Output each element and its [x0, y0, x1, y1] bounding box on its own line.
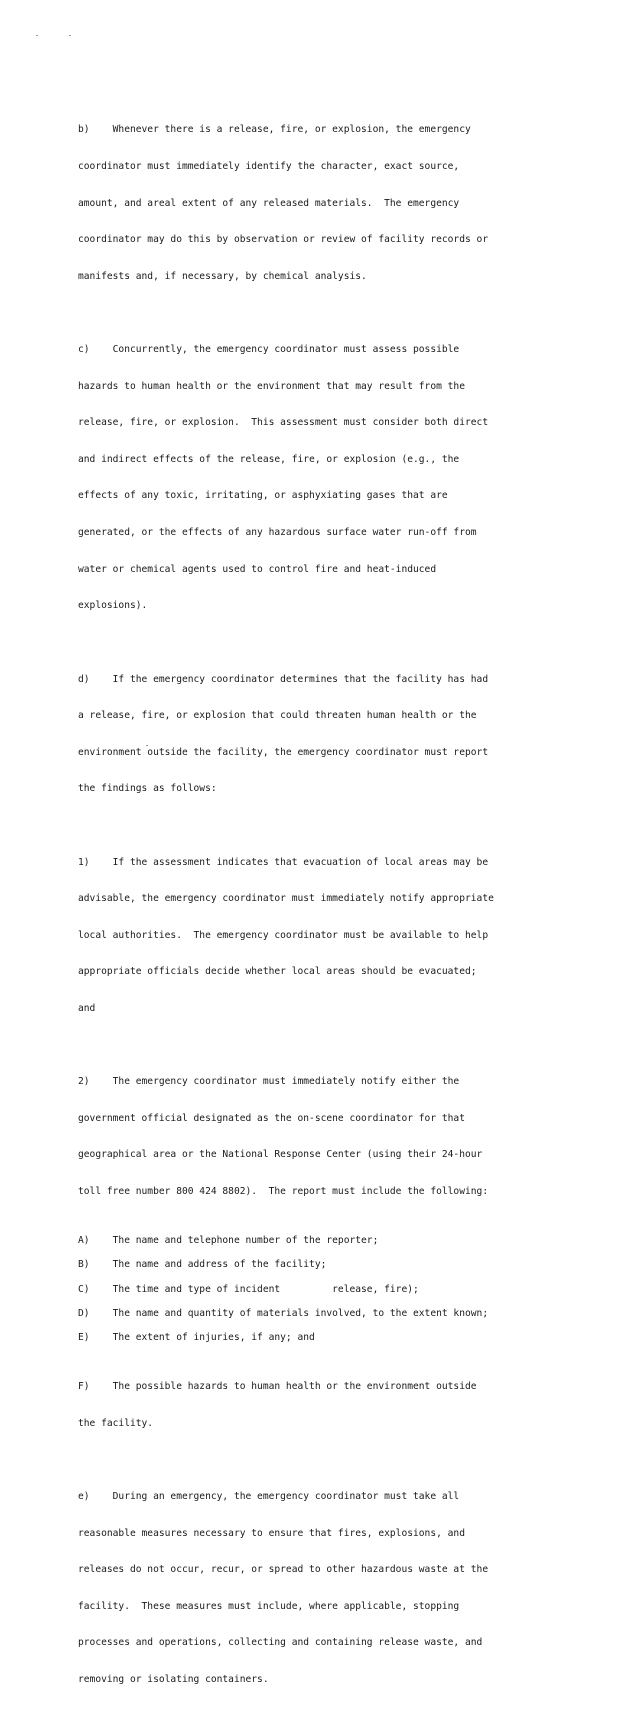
list-item-e: E) The extent of injuries, if any; and: [78, 1332, 315, 1344]
list-item-c: C) The time and type of incident release, fire);: [78, 1283, 419, 1295]
text-line: local authorities. The emergency coordinator must be available to help: [78, 929, 489, 941]
text-line: explosions).: [78, 600, 148, 612]
text-line: removing or isolating containers.: [78, 1674, 269, 1686]
text-line: manifests and, if necessary, by chemical analysis.: [78, 270, 367, 282]
text-line: reasonable measures necessary to ensure that fires, explosions, and: [78, 1527, 465, 1539]
paragraph-e: [78, 1467, 548, 1711]
text-line: toll free number 800 424 8802). The report must include the following:: [78, 1186, 489, 1198]
text-line: 1) If the assessment indicates that evacuation of local areas may be: [78, 856, 489, 868]
text-line: 2) The emergency coordinator must immediately notify either the: [78, 1076, 460, 1088]
text-line: the findings as follows:: [78, 783, 217, 795]
text-line: facility. These measures must include, where applicable, stopping: [78, 1600, 460, 1612]
text-line: effects of any toxic, irritating, or asphyxiating gases that are: [78, 490, 448, 502]
paragraph-b: [78, 100, 548, 307]
text-line: releases do not occur, recur, or spread to other hazardous waste at the: [78, 1564, 489, 1576]
list-item-a: A) The name and telephone number of the reporter;: [78, 1234, 379, 1246]
scan-speck: [36, 35, 38, 36]
paragraph-1: [78, 832, 548, 1039]
text-line: water or chemical agents used to control fire and heat-induced: [78, 563, 437, 575]
text-line: coordinator must immediately identify the character, exact source,: [78, 161, 460, 173]
text-line: government official designated as the on-scene coordinator for that: [78, 1112, 465, 1124]
list-item-d: D) The name and quantity of materials involved, to the extent known;: [78, 1307, 489, 1319]
text-line: coordinator may do this by observation or review of facility records or: [78, 234, 489, 246]
text-line: generated, or the effects of any hazardous surface water run-off from: [78, 527, 477, 539]
text-line: e) During an emergency, the emergency coordinator must take all: [78, 1490, 460, 1502]
text-line: the facility.: [78, 1417, 154, 1429]
text-line: d) If the emergency coordinator determines that the facility has had: [78, 673, 489, 685]
document-body: [78, 100, 548, 1723]
paragraph-d: [78, 649, 548, 820]
text-line: and indirect effects of the release, fire, or explosion (e.g., the: [78, 453, 460, 465]
paragraph-2: [78, 1052, 548, 1223]
text-line: a release, fire, or explosion that could threaten human health or the: [78, 710, 477, 722]
list-item-b: B) The name and address of the facility;: [78, 1259, 327, 1271]
text-line: hazards to human health or the environment that may result from the: [78, 380, 465, 392]
text-line: environment outside the facility, the emergency coordinator must report: [78, 746, 489, 758]
paragraph-F: [78, 1357, 548, 1455]
scan-speck: [69, 35, 71, 36]
text-line: and: [78, 1002, 96, 1014]
text-line: processes and operations, collecting and containing release waste, and: [78, 1637, 483, 1649]
text-line: c) Concurrently, the emergency coordinator must assess possible: [78, 344, 460, 356]
text-line: appropriate officials decide whether local areas should be evacuated;: [78, 966, 477, 978]
text-line: amount, and areal extent of any released materials. The emergency: [78, 197, 460, 209]
text-line: geographical area or the National Response Center (using their 24-hour: [78, 1149, 483, 1161]
text-line: b) Whenever there is a release, fire, or explosion, the emergency: [78, 124, 471, 136]
text-line: release, fire, or explosion. This assessment must consider both direct: [78, 417, 489, 429]
text-line: F) The possible hazards to human health or the environment outside: [78, 1381, 477, 1393]
paragraph-c: [78, 320, 548, 637]
text-line: advisable, the emergency coordinator must immediately notify appropriate: [78, 893, 494, 905]
